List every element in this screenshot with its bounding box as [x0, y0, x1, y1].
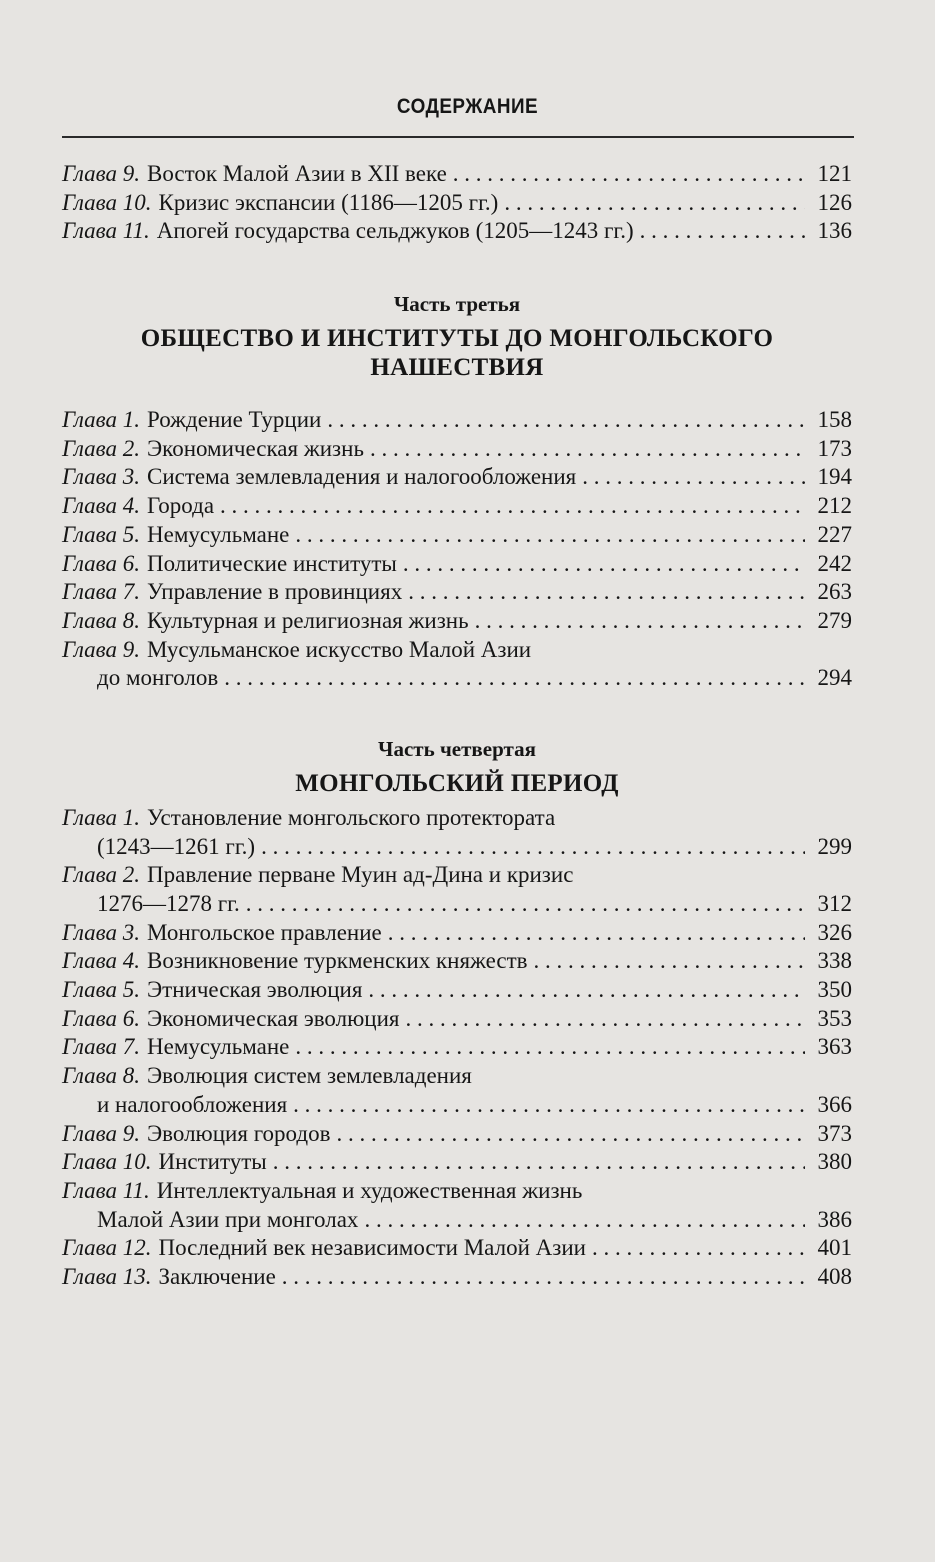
part3-label: Часть третья	[393, 292, 521, 317]
chapter-title: Экономическая жизнь	[147, 435, 364, 461]
toc-entry-continuation-line	[62, 833, 852, 862]
chapter-label: Глава 3.	[62, 464, 140, 490]
chapter-label: Глава 13.	[62, 1263, 152, 1289]
chapter-label: Глава 8.	[62, 607, 140, 633]
part3-toc-list	[62, 406, 852, 693]
page-number: 299	[817, 833, 852, 859]
toc-entry	[62, 976, 852, 1005]
toc-entry-line	[62, 492, 852, 521]
toc-entry	[62, 1148, 852, 1177]
page-number: 363	[817, 1034, 852, 1060]
chapter-label: Глава 9.	[62, 636, 140, 662]
toc-entry-line	[62, 463, 852, 492]
chapter-label: Глава 3.	[62, 919, 140, 945]
toc-list-continued	[62, 160, 852, 246]
chapter-label: Глава 4.	[62, 493, 140, 519]
toc-entry-continuation-line	[62, 1091, 852, 1120]
page-number: 136	[817, 218, 852, 244]
toc-entry-line	[62, 435, 852, 464]
page-number: 353	[817, 1005, 852, 1031]
chapter-title: Мусульманское искусство Малой Азии	[147, 636, 532, 662]
page-number: 242	[817, 550, 852, 576]
dot-leader	[364, 1206, 805, 1235]
dot-leader	[453, 160, 805, 189]
chapter-title: Управление в провинциях	[147, 579, 403, 605]
dot-leader	[246, 890, 805, 919]
toc-entry	[62, 578, 852, 607]
page-number: 350	[817, 977, 852, 1003]
page-number: 279	[817, 607, 852, 633]
chapter-label: Глава 2.	[62, 435, 140, 461]
part4-toc-list	[62, 804, 852, 1292]
toc-entry-first-line	[62, 636, 852, 665]
dot-leader	[220, 492, 805, 521]
toc-entry-line	[62, 217, 852, 246]
chapter-label: Глава 4.	[62, 948, 140, 974]
chapter-label: Глава 9.	[62, 161, 140, 186]
chapter-title: Этническая эволюция	[147, 977, 363, 1003]
chapter-label: Глава 5.	[62, 977, 140, 1003]
dot-leader	[224, 664, 805, 693]
chapter-title: Немусульмане	[147, 1034, 290, 1060]
part3-title-line2: НАШЕСТВИЯ	[370, 354, 544, 382]
toc-entry-continuation-line	[62, 1206, 852, 1235]
toc-entry-first-line	[62, 861, 852, 890]
toc-entry-line	[62, 1005, 852, 1034]
toc-entry-line	[62, 406, 852, 435]
chapter-title: Институты	[158, 1149, 267, 1175]
toc-entry-line	[62, 1120, 852, 1149]
toc-entry	[62, 1263, 852, 1292]
toc-entry-line	[62, 160, 852, 189]
dot-leader	[388, 919, 805, 948]
toc-entry	[62, 947, 852, 976]
toc-entry-line	[62, 189, 852, 218]
chapter-title: Политические институты	[147, 550, 397, 576]
toc-entry-first-line	[62, 1062, 852, 1091]
toc-entry-line	[62, 919, 852, 948]
dot-leader	[408, 578, 805, 607]
chapter-label: Глава 10.	[62, 189, 152, 215]
page-number: 312	[817, 891, 852, 916]
dot-leader	[534, 947, 805, 976]
page-number: 194	[817, 464, 852, 490]
chapter-label: Глава 6.	[62, 1005, 140, 1031]
chapter-title-continuation: (1243—1261 гг.)	[97, 833, 256, 859]
chapter-title-continuation: Малой Азии при монголах	[97, 1206, 359, 1232]
chapter-label: Глава 5.	[62, 521, 140, 547]
part4-label: Часть четвертая	[378, 736, 536, 761]
chapter-title: Возникновение туркменских княжеств	[147, 948, 528, 974]
toc-entry-line	[62, 1033, 852, 1062]
toc-entry-continuation-line	[62, 890, 852, 919]
toc-entry-line	[62, 976, 852, 1005]
toc-entry-line	[62, 521, 852, 550]
chapter-title-continuation: и налогообложения	[97, 1091, 288, 1117]
chapter-label: Глава 2.	[62, 862, 140, 888]
chapter-label: Глава 12.	[62, 1235, 152, 1261]
dot-leader	[282, 1263, 805, 1292]
chapter-label: Глава 11.	[62, 218, 150, 244]
toc-entry	[62, 217, 852, 246]
toc-entry	[62, 406, 852, 435]
page-number: 338	[817, 948, 852, 974]
toc-entry-first-line	[62, 1177, 852, 1206]
dot-leader	[370, 435, 805, 464]
part4-title: МОНГОЛЬСКИЙ ПЕРИОД	[295, 769, 619, 797]
toc-entry-line	[62, 578, 852, 607]
toc-entry	[62, 1033, 852, 1062]
toc-entry	[62, 521, 852, 550]
chapter-label: Глава 8.	[62, 1063, 140, 1089]
chapter-label: Глава 7.	[62, 1034, 140, 1060]
chapter-label: Глава 10.	[62, 1149, 152, 1175]
toc-entry	[62, 1234, 852, 1263]
chapter-label: Глава 6.	[62, 550, 140, 576]
page-number: 366	[817, 1091, 852, 1117]
dot-leader	[582, 463, 805, 492]
page-number: 294	[817, 665, 852, 691]
dot-leader	[261, 833, 805, 862]
dot-leader	[475, 607, 805, 636]
toc-entry	[62, 435, 852, 464]
toc-entry	[62, 919, 852, 948]
chapter-title-continuation: 1276—1278 гг.	[97, 891, 240, 916]
page-number: 227	[817, 521, 852, 547]
toc-entry	[62, 1120, 852, 1149]
chapter-title: Кризис экспансии (1186—1205 гг.)	[158, 189, 499, 215]
page-number: 121	[817, 161, 852, 186]
chapter-title: Установление монгольского протектората	[147, 804, 556, 830]
dot-leader	[504, 189, 805, 218]
page-number: 212	[817, 493, 852, 519]
chapter-title: Восток Малой Азии в XII веке	[147, 161, 447, 186]
chapter-title: Правление перване Муин ад-Дина и кризис	[147, 862, 574, 888]
chapter-title: Апогей государства сельджуков (1205—1243 гг.)	[156, 218, 634, 244]
chapter-title: Немусульмане	[147, 521, 290, 547]
chapter-title: Рождение Турции	[147, 407, 322, 433]
toc-content	[62, 160, 852, 1292]
dot-leader	[368, 976, 805, 1005]
chapter-title: Города	[147, 493, 215, 519]
part3-title-line1: ОБЩЕСТВО И ИНСТИТУТЫ ДО МОНГОЛЬСКОГО	[140, 325, 774, 353]
toc-entry-line	[62, 607, 852, 636]
page-number: 173	[817, 435, 852, 461]
chapter-title: Эволюция городов	[147, 1120, 331, 1146]
toc-entry	[62, 463, 852, 492]
toc-entry	[62, 160, 852, 189]
toc-entry-line	[62, 1148, 852, 1177]
page-number: 126	[817, 189, 852, 215]
toc-entry	[62, 492, 852, 521]
dot-leader	[640, 217, 805, 246]
toc-entry	[62, 1005, 852, 1034]
toc-entry	[62, 1062, 852, 1119]
chapter-label: Глава 11.	[62, 1177, 150, 1203]
page-number: 263	[817, 579, 852, 605]
toc-entry	[62, 550, 852, 579]
toc-entry-line	[62, 550, 852, 579]
page-number: 408	[817, 1263, 852, 1289]
chapter-title: Эволюция систем землевладения	[147, 1063, 472, 1089]
chapter-title: Культурная и религиозная жизнь	[147, 607, 469, 633]
page-number: 326	[817, 919, 852, 945]
dot-leader	[592, 1234, 805, 1263]
toc-entry-first-line	[62, 804, 852, 833]
toc-entry	[62, 1177, 852, 1234]
chapter-title: Интеллектуальная и художественная жизнь	[156, 1177, 583, 1203]
toc-entry	[62, 636, 852, 693]
dot-leader	[295, 1033, 805, 1062]
header-rule	[62, 136, 854, 138]
page-header: СОДЕРЖАНИЕ	[396, 95, 539, 118]
chapter-title: Экономическая эволюция	[147, 1005, 400, 1031]
chapter-title: Монгольское правление	[147, 919, 382, 945]
chapter-title-continuation: до монголов	[97, 665, 219, 691]
dot-leader	[405, 1005, 805, 1034]
chapter-label: Глава 9.	[62, 1120, 140, 1146]
chapter-label: Глава 1.	[62, 804, 140, 830]
chapter-title: Последний век независимости Малой Азии	[158, 1235, 586, 1261]
toc-entry	[62, 861, 852, 918]
page-number: 380	[817, 1149, 852, 1175]
page-number: 158	[817, 407, 852, 433]
toc-entry-line	[62, 1234, 852, 1263]
page-number: 401	[817, 1235, 852, 1261]
toc-entry	[62, 804, 852, 861]
chapter-label: Глава 1.	[62, 407, 140, 433]
chapter-label: Глава 7.	[62, 579, 140, 605]
page-number: 386	[817, 1206, 852, 1232]
toc-entry	[62, 607, 852, 636]
toc-entry-line	[62, 947, 852, 976]
dot-leader	[293, 1091, 805, 1120]
dot-leader	[273, 1148, 805, 1177]
toc-entry-continuation-line	[62, 664, 852, 693]
toc-entry-line	[62, 1263, 852, 1292]
chapter-title: Заключение	[158, 1263, 276, 1289]
dot-leader	[403, 550, 805, 579]
dot-leader	[327, 406, 805, 435]
dot-leader	[336, 1120, 805, 1149]
dot-leader	[295, 521, 805, 550]
page-number: 373	[817, 1120, 852, 1146]
chapter-title: Система землевладения и налогообложения	[147, 464, 577, 490]
toc-entry	[62, 189, 852, 218]
